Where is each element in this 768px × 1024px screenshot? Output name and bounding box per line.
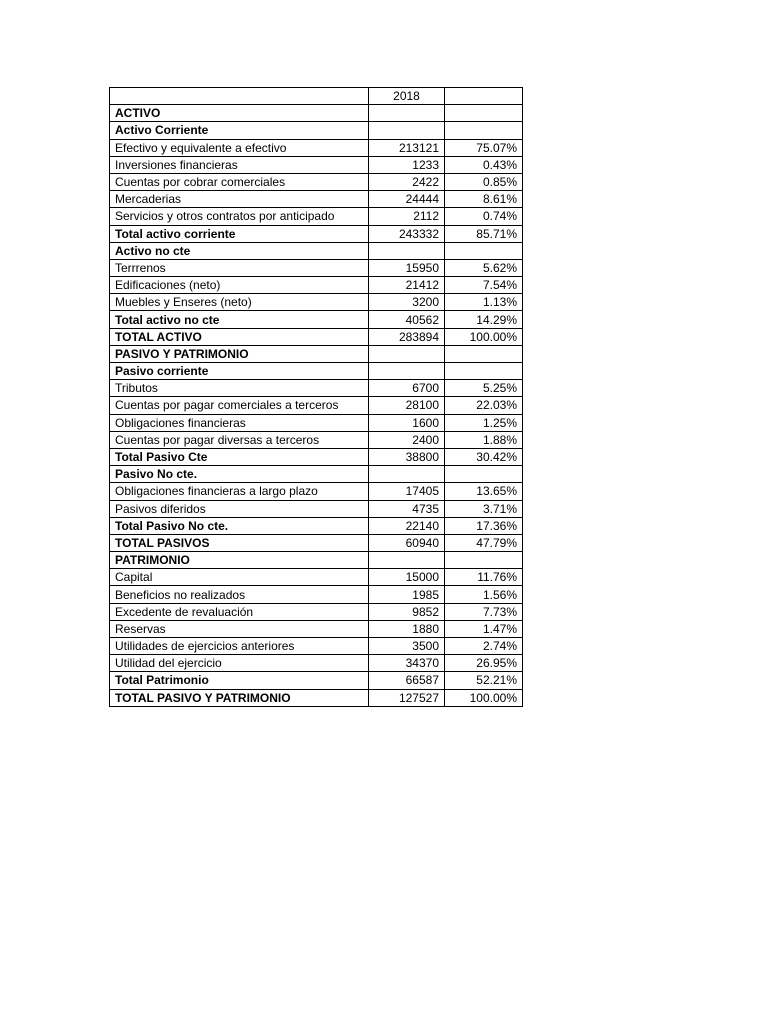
row-value: 2400 <box>369 431 445 448</box>
row-percentage: 1.47% <box>445 620 523 637</box>
row-label: Total Patrimonio <box>110 672 369 689</box>
row-percentage <box>445 363 523 380</box>
row-label: Efectivo y equivalente a efectivo <box>110 139 369 156</box>
row-percentage: 3.71% <box>445 500 523 517</box>
row-value: 38800 <box>369 448 445 465</box>
row-label: Tributos <box>110 380 369 397</box>
row-label: Capital <box>110 569 369 586</box>
row-label: TOTAL PASIVOS <box>110 534 369 551</box>
row-label: Total activo no cte <box>110 311 369 328</box>
row-label: PASIVO Y PATRIMONIO <box>110 345 369 362</box>
row-value: 1985 <box>369 586 445 603</box>
row-label: Activo Corriente <box>110 122 369 139</box>
row-percentage: 0.43% <box>445 156 523 173</box>
row-percentage: 1.56% <box>445 586 523 603</box>
table-row <box>110 345 523 362</box>
row-value: 21412 <box>369 277 445 294</box>
row-label: Utilidad del ejercicio <box>110 655 369 672</box>
row-percentage <box>445 122 523 139</box>
table-row <box>110 294 523 311</box>
row-label: Pasivos diferidos <box>110 500 369 517</box>
row-percentage: 1.88% <box>445 431 523 448</box>
table-row <box>110 655 523 672</box>
row-percentage: 75.07% <box>445 139 523 156</box>
row-label: Edificaciones (neto) <box>110 277 369 294</box>
row-label: Pasivo No cte. <box>110 466 369 483</box>
row-value: 1880 <box>369 620 445 637</box>
row-label: Muebles y Enseres (neto) <box>110 294 369 311</box>
row-value: 24444 <box>369 191 445 208</box>
row-value: 15950 <box>369 259 445 276</box>
table-row <box>110 638 523 655</box>
header-pct-cell <box>445 88 523 105</box>
row-value <box>369 122 445 139</box>
table-row <box>110 311 523 328</box>
table-row <box>110 534 523 551</box>
row-label: Pasivo corriente <box>110 363 369 380</box>
table-row <box>110 448 523 465</box>
row-label: Servicios y otros contratos por anticipado <box>110 208 369 225</box>
table-row <box>110 397 523 414</box>
row-value: 283894 <box>369 328 445 345</box>
row-label: Terrrenos <box>110 259 369 276</box>
table-row <box>110 156 523 173</box>
row-percentage: 22.03% <box>445 397 523 414</box>
row-percentage: 0.85% <box>445 173 523 190</box>
table-row <box>110 259 523 276</box>
row-label: Total Pasivo No cte. <box>110 517 369 534</box>
balance-sheet-body <box>110 88 523 707</box>
table-row <box>110 277 523 294</box>
table-row <box>110 363 523 380</box>
row-percentage: 11.76% <box>445 569 523 586</box>
header-label-cell <box>110 88 369 105</box>
row-label: Obligaciones financieras a largo plazo <box>110 483 369 500</box>
table-row <box>110 689 523 706</box>
row-label: Cuentas por pagar comerciales a terceros <box>110 397 369 414</box>
row-value: 40562 <box>369 311 445 328</box>
row-percentage: 47.79% <box>445 534 523 551</box>
row-value: 127527 <box>369 689 445 706</box>
year-header: 2018 <box>369 88 445 105</box>
row-value <box>369 345 445 362</box>
row-value: 4735 <box>369 500 445 517</box>
row-value: 66587 <box>369 672 445 689</box>
row-value <box>369 105 445 122</box>
row-value: 2112 <box>369 208 445 225</box>
row-percentage: 1.13% <box>445 294 523 311</box>
row-label: Inversiones financieras <box>110 156 369 173</box>
table-row <box>110 620 523 637</box>
row-percentage: 7.73% <box>445 603 523 620</box>
balance-sheet-table <box>109 87 523 707</box>
table-row <box>110 225 523 242</box>
header-row <box>110 88 523 105</box>
row-label: Obligaciones financieras <box>110 414 369 431</box>
row-label: Total Pasivo Cte <box>110 448 369 465</box>
row-percentage <box>445 105 523 122</box>
row-percentage <box>445 242 523 259</box>
row-percentage: 17.36% <box>445 517 523 534</box>
row-value: 17405 <box>369 483 445 500</box>
row-percentage: 30.42% <box>445 448 523 465</box>
table-row <box>110 105 523 122</box>
row-value: 2422 <box>369 173 445 190</box>
row-label: Activo no cte <box>110 242 369 259</box>
row-label: ACTIVO <box>110 105 369 122</box>
row-value: 1233 <box>369 156 445 173</box>
table-row <box>110 586 523 603</box>
row-value: 15000 <box>369 569 445 586</box>
row-percentage: 52.21% <box>445 672 523 689</box>
table-row <box>110 380 523 397</box>
row-label: Reservas <box>110 620 369 637</box>
row-label: Utilidades de ejercicios anteriores <box>110 638 369 655</box>
row-percentage: 7.54% <box>445 277 523 294</box>
table-row <box>110 414 523 431</box>
table-row <box>110 466 523 483</box>
row-value: 34370 <box>369 655 445 672</box>
table-row <box>110 500 523 517</box>
table-row <box>110 208 523 225</box>
table-row <box>110 431 523 448</box>
table-row <box>110 552 523 569</box>
row-percentage: 85.71% <box>445 225 523 242</box>
table-row <box>110 569 523 586</box>
row-value: 60940 <box>369 534 445 551</box>
row-percentage: 26.95% <box>445 655 523 672</box>
table-row <box>110 242 523 259</box>
row-label: Total activo corriente <box>110 225 369 242</box>
row-label: TOTAL ACTIVO <box>110 328 369 345</box>
row-percentage: 0.74% <box>445 208 523 225</box>
row-percentage: 100.00% <box>445 689 523 706</box>
table-row <box>110 483 523 500</box>
row-percentage: 2.74% <box>445 638 523 655</box>
row-value: 9852 <box>369 603 445 620</box>
row-value <box>369 552 445 569</box>
row-percentage <box>445 345 523 362</box>
row-value <box>369 466 445 483</box>
row-value: 1600 <box>369 414 445 431</box>
row-percentage: 5.25% <box>445 380 523 397</box>
row-label: Cuentas por pagar diversas a terceros <box>110 431 369 448</box>
row-value: 28100 <box>369 397 445 414</box>
row-percentage <box>445 552 523 569</box>
row-value <box>369 363 445 380</box>
row-label: Beneficios no realizados <box>110 586 369 603</box>
row-value <box>369 242 445 259</box>
table-row <box>110 328 523 345</box>
row-label: Cuentas por cobrar comerciales <box>110 173 369 190</box>
row-percentage: 13.65% <box>445 483 523 500</box>
row-value: 22140 <box>369 517 445 534</box>
row-percentage: 100.00% <box>445 328 523 345</box>
row-label: Mercaderias <box>110 191 369 208</box>
table-row <box>110 517 523 534</box>
table-row <box>110 603 523 620</box>
table-row <box>110 672 523 689</box>
row-value: 3200 <box>369 294 445 311</box>
row-percentage: 8.61% <box>445 191 523 208</box>
row-percentage: 5.62% <box>445 259 523 276</box>
table-row <box>110 173 523 190</box>
table-row <box>110 122 523 139</box>
table-row <box>110 139 523 156</box>
row-value: 6700 <box>369 380 445 397</box>
row-label: TOTAL PASIVO Y PATRIMONIO <box>110 689 369 706</box>
row-value: 243332 <box>369 225 445 242</box>
row-percentage: 1.25% <box>445 414 523 431</box>
row-label: Excedente de revaluación <box>110 603 369 620</box>
row-percentage: 14.29% <box>445 311 523 328</box>
row-value: 3500 <box>369 638 445 655</box>
row-value: 213121 <box>369 139 445 156</box>
row-label: PATRIMONIO <box>110 552 369 569</box>
row-percentage <box>445 466 523 483</box>
table-row <box>110 191 523 208</box>
